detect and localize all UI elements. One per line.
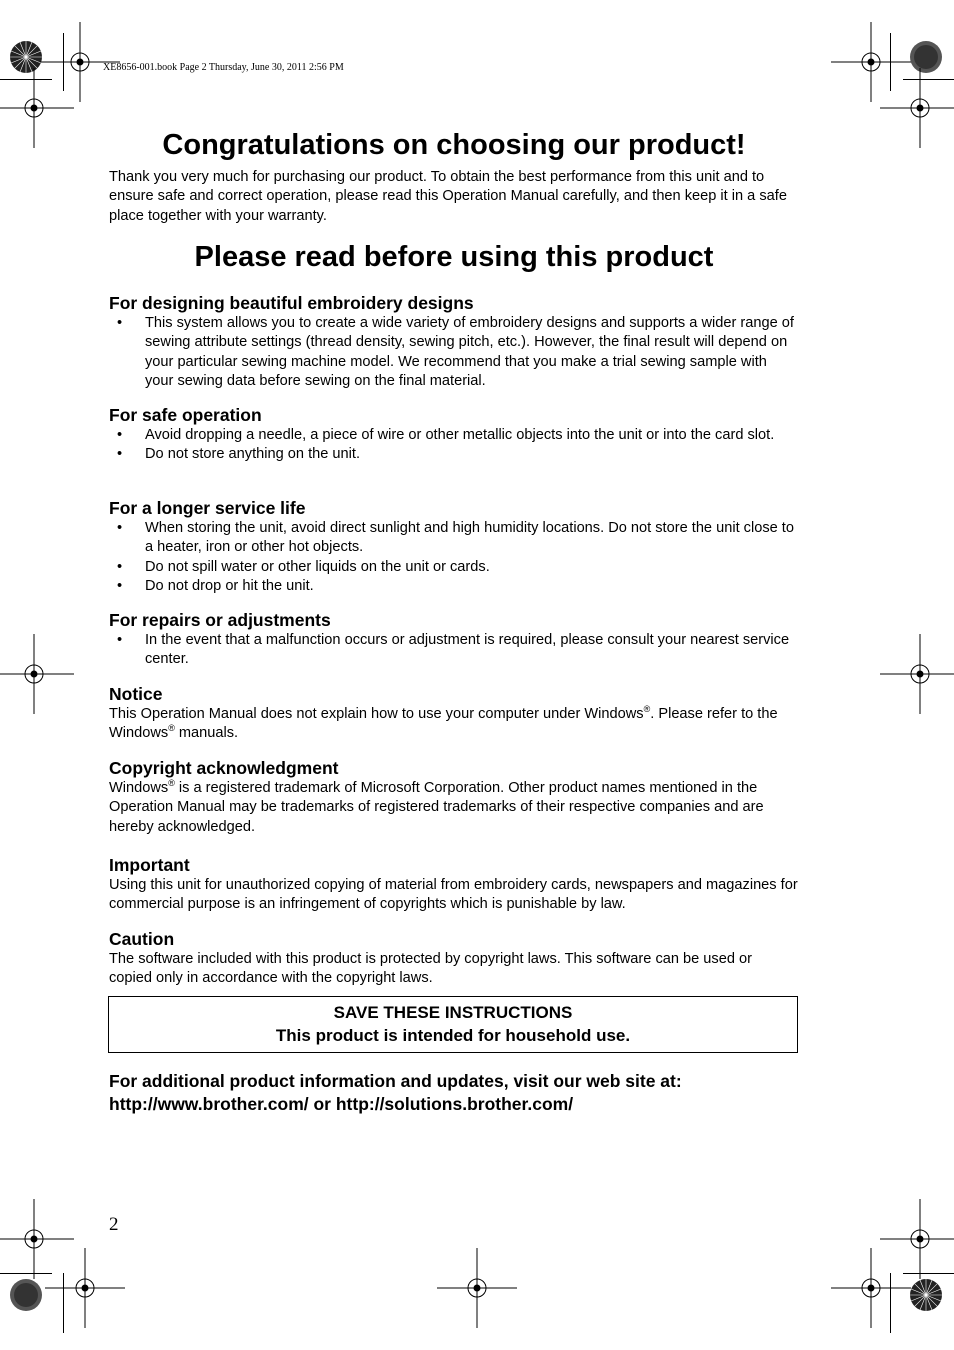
- gray-rosette-icon: [9, 1278, 43, 1312]
- registration-mark-icon: [0, 634, 74, 714]
- list-item: • Avoid dropping a needle, a piece of wire or other metallic objects into the unit or into the card slot.: [109, 426, 799, 445]
- list-item: • In the event that a malfunction occurs or adjustment is required, please consult your nearest service center.: [117, 632, 790, 668]
- section-copyright: [109, 757, 799, 837]
- section-repairs: [109, 609, 799, 670]
- page-number: 2: [109, 1214, 119, 1235]
- section-heading: For a longer service life: [109, 498, 306, 518]
- intro-paragraph: Thank you very much for purchasing our product. To obtain the best performance from this unit and to ensure safe and correct operation, please read this Operation Manual carefully, and then keep it in a safe place together with your warranty.: [109, 169, 787, 224]
- list-item: • Do not store anything on the unit.: [109, 445, 799, 464]
- caution-text: The software included with this product is protected by copyright laws. This software can be used or copied only in accordance with the copyright laws.: [109, 951, 752, 987]
- crop-line: [63, 1273, 64, 1333]
- box-line-2: This product is intended for household use.: [275, 1026, 631, 1045]
- section-heading: For repairs or adjustments: [109, 610, 331, 630]
- list-item: • Do not spill water or other liquids on the unit or cards.: [109, 558, 799, 577]
- section-heading: Caution: [109, 929, 175, 949]
- print-slug: XE8656-001.book Page 2 Thursday, June 30, 2011 2:56 PM: [103, 62, 344, 73]
- crop-line: [890, 1273, 891, 1333]
- color-rosette-icon: [909, 1278, 943, 1312]
- list-item: • Do not drop or hit the unit.: [109, 577, 799, 596]
- website-urls: http://www.brother.com/ or http://solutions.brother.com/: [109, 1094, 574, 1114]
- section-service-life: [109, 497, 799, 597]
- registration-mark-icon: [437, 1248, 517, 1328]
- section-heading: For safe operation: [109, 405, 262, 425]
- bullet-icon: •: [117, 520, 123, 536]
- bullet-icon: •: [117, 578, 123, 595]
- bullet-icon: •: [117, 427, 123, 443]
- registration-mark-icon: [880, 634, 954, 714]
- list-item: • This system allows you to create a wide variety of embroidery designs and supports a wider range of sewing attribute settings (thread density, sewing pitch, etc.). However, the final result will depend on your particular sewing machine model. We recommend that you make a trial sewing sample with your sewing data before sewing on the final material.: [117, 315, 794, 390]
- crop-line: [903, 1273, 954, 1274]
- crop-line: [63, 33, 64, 91]
- page-title: Congratulations on choosing our product!: [162, 129, 746, 161]
- section-title: Please read before using this product: [194, 241, 714, 273]
- section-notice: [109, 683, 799, 744]
- crop-line: [0, 1273, 52, 1274]
- box-line-1: SAVE THESE INSTRUCTIONS: [333, 1003, 573, 1022]
- save-instructions-box: [108, 996, 798, 1053]
- section-heading: Copyright acknowledgment: [109, 758, 339, 778]
- section-important: [109, 854, 799, 915]
- important-text: Using this unit for unauthorized copying of material from embroidery cards, newspapers and magazines for commercial purpose is an infringement of copyrights which is punishable by law.: [109, 877, 798, 913]
- bullet-icon: •: [117, 446, 123, 463]
- website-info: [109, 1070, 682, 1116]
- section-safe: [109, 404, 799, 465]
- crop-line: [903, 79, 954, 80]
- registration-mark-icon: [831, 1248, 911, 1328]
- section-heading: For designing beautiful embroidery designs: [109, 293, 474, 313]
- website-line-1: For additional product information and updates, visit our web site at:: [109, 1071, 682, 1091]
- bullet-icon: •: [117, 632, 123, 648]
- notice-text: This Operation Manual does not explain how to use your computer under Windows®. Please refer to the Windows® manuals.: [109, 704, 778, 742]
- crop-line: [0, 79, 52, 80]
- bullet-icon: •: [117, 315, 123, 331]
- section-caution: [109, 928, 799, 989]
- registration-mark-icon: [45, 1248, 125, 1328]
- section-heading: Notice: [109, 684, 163, 704]
- crop-line: [890, 33, 891, 91]
- section-heading: Important: [109, 855, 190, 875]
- list-item: • When storing the unit, avoid direct sunlight and high humidity locations. Do not store the unit close to a heater, iron or other hot objects.: [117, 520, 794, 556]
- section-design: [109, 292, 799, 392]
- bullet-icon: •: [117, 558, 123, 575]
- copyright-text: Windows® is a registered trademark of Microsoft Corporation. Other product names mentioned in the Operation Manual may be trademarks of registered trademarks of their respective companies and are hereby acknowledged.: [109, 778, 764, 835]
